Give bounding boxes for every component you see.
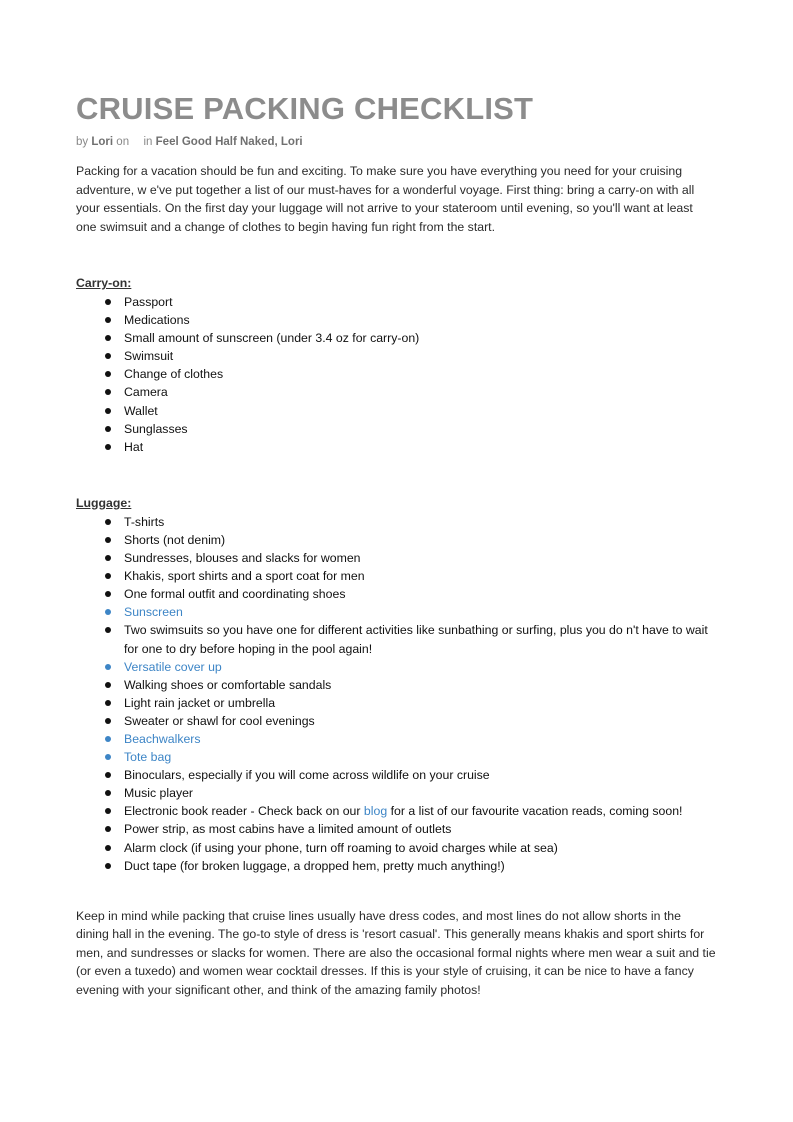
article [76, 90, 716, 999]
list-item: Two swimsuits so you have one for different activities like sunbathing or surfing, plus you do n't have to wait for one to dry before hoping in the pool again! [76, 621, 716, 657]
author-link[interactable]: Lori [91, 136, 114, 148]
byline-on: on [116, 136, 130, 148]
list-item: Khakis, sport shirts and a sport coat for men [76, 567, 716, 585]
list-item: Shorts (not denim) [76, 531, 716, 549]
beachwalkers-link[interactable]: Beachwalkers [76, 730, 716, 748]
list-item: Binoculars, especially if you will come across wildlife on your cruise [76, 766, 716, 784]
list-item: Sunglasses [76, 420, 716, 438]
list-item: Swimsuit [76, 347, 716, 365]
list-item: Duct tape (for broken luggage, a dropped hem, pretty much anything!) [76, 857, 716, 875]
luggage-heading: Luggage: [76, 495, 132, 510]
list-item: Light rain jacket or umbrella [76, 694, 716, 712]
list-item: Camera [76, 383, 716, 401]
cover-up-link[interactable]: Versatile cover up [76, 658, 716, 676]
page-title: CRUISE PACKING CHECKLIST [76, 91, 534, 126]
blog-link[interactable]: blog [363, 804, 388, 819]
list-item: Passport [76, 293, 716, 311]
ebook-item-suffix: for a list of our favourite vacation reads, coming soon! [387, 804, 683, 819]
list-item: Sweater or shawl for cool evenings [76, 712, 716, 730]
list-item: Walking shoes or comfortable sandals [76, 676, 716, 694]
list-item: Medications [76, 311, 716, 329]
list-item: Hat [76, 438, 716, 456]
list-item: Sundresses, blouses and slacks for women [76, 549, 716, 567]
list-item: Power strip, as most cabins have a limited amount of outlets [76, 820, 716, 838]
outro-paragraph: Keep in mind while packing that cruise lines usually have dress codes, and most lines do not allow shorts in the dining hall in the evening. The go-to style of dress is 'resort casual'. This generally means khakis and sport shirts for men, and sundresses or slacks for women. There are also the occasional formal nights where men wear a suit and tie (or even a tuxedo) and women wear cocktail dresses. If this is your style of cruising, it can be nice to have a fancy evening with your significant other, and think of the amazing family photos! [76, 908, 716, 997]
list-item: T-shirts [76, 513, 716, 531]
list-item: Alarm clock (if using your phone, turn off roaming to avoid charges while at sea) [76, 839, 716, 857]
list-item: Change of clothes [76, 365, 716, 383]
list-item: One formal outfit and coordinating shoes [76, 585, 716, 603]
ebook-item-text: Electronic book reader - Check back on our [124, 804, 364, 819]
luggage-list [76, 513, 716, 875]
list-item: Small amount of sunscreen (under 3.4 oz for carry-on) [76, 329, 716, 347]
list-item [76, 802, 716, 820]
list-item: Music player [76, 784, 716, 802]
intro-paragraph: Packing for a vacation should be fun and exciting. To make sure you have everything you need for your cruising adventure, w e've put together a list of our must-haves for a wonderful voyage. First thing: bring a carry-on with all your essentials. On the first day your luggage will not arrive to your stateroom until evening, so you'll want at least one swimsuit and a change of clothes to begin having fun right from the start. [76, 164, 695, 234]
category-link[interactable]: Feel Good Half Naked, Lori [155, 136, 303, 148]
list-item: Wallet [76, 402, 716, 420]
sunscreen-link[interactable]: Sunscreen [76, 603, 716, 621]
carry-on-heading: Carry-on: [76, 276, 132, 290]
tote-bag-link[interactable]: Tote bag [76, 748, 716, 766]
carry-on-list [76, 293, 716, 456]
byline [76, 134, 716, 150]
byline-by: by [76, 136, 89, 148]
byline-in: in [143, 136, 153, 148]
